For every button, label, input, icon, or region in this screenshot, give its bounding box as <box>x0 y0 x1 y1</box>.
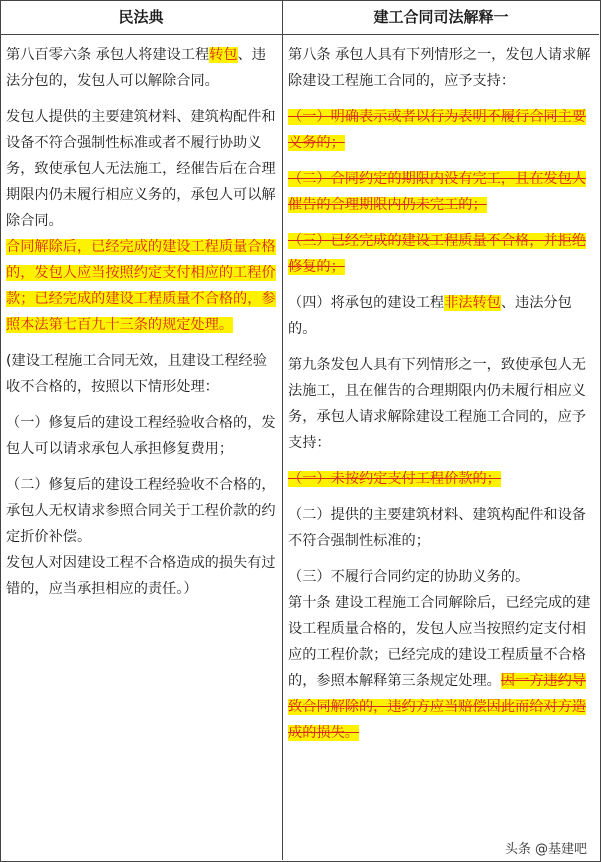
deleted-item-2 <box>288 166 596 218</box>
highlight-zhuanbao: 转包 <box>209 47 238 63</box>
column-divider <box>282 0 283 860</box>
interpretation-column <box>288 42 596 756</box>
invalid-contract-intro: (建设工程施工合同无效，且建设工程经验收不合格的，按照以下情形处理： <box>6 353 267 395</box>
article-10: 第十条 建设工程施工合同解除后，已经完成的建设工程质量合格的，发包人应当按照约定支付相应的工程价款；已经完成的建设工程质量不合格的，参照本解释第三条规定处理。因一方违约导致合同解除的，违约方应当赔偿因此而给对方造成的损失。 <box>288 595 591 741</box>
deleted-item-1 <box>288 104 596 156</box>
contractor-termination-paragraph: 发包人提供的主要建筑材料、建筑构配件和设备不符合强制性标准或者不履行协助义务，致使承包人无法施工，经催告后在合理期限内仍未履行相应义务的，承包人可以解除合同。 <box>6 109 276 229</box>
post-termination-paragraph <box>6 234 278 338</box>
struck-text: （三）已经完成的建设工程质量不合格，并拒绝修复的； <box>288 233 586 275</box>
struck-text: （一）明确表示或者以行为表明不履行合同主要义务的； <box>288 109 586 151</box>
struck-text: （一）未按约定支付工程价款的； <box>288 471 501 487</box>
case-one: （一）修复后的建设工程经验收合格的，发包人可以请求承包人承担修复费用； <box>6 415 276 457</box>
fault-liability: 发包人对因建设工程不合格造成的损失有过错的，应当承担相应的责任。） <box>6 555 276 597</box>
deleted-item-9-1 <box>288 466 596 492</box>
item-9-2: （二）提供的主要建筑材料、建筑构配件和设备不符合强制性标准的； <box>288 507 586 549</box>
struck-text: 因一方违约导致合同解除的，违约方应当赔偿因此而给对方造成的损失。 <box>288 673 586 741</box>
civil-code-column <box>6 42 278 612</box>
header-civil-code: 民法典 <box>118 8 164 26</box>
article-8: 第八条 承包人具有下列情形之一，发包人请求解除建设工程施工合同的，应予支持： <box>288 47 591 89</box>
highlight-illegal-subcontract: 非法转包 <box>444 295 501 311</box>
item-9-3: （三）不履行合同约定的协助义务的。 <box>288 569 530 585</box>
struck-text: （二）合同约定的期限内没有完工，且在发包人催告的合理期限内仍未完工的； <box>288 171 586 213</box>
header-divider <box>0 34 599 35</box>
highlighted-red-text: 合同解除后，已经完成的建设工程质量合格的，发包人应当按照约定支付相应的工程价款；已经完成的建设工程质量不合格的，参照本法第七百九十三条的规定处理。 <box>6 239 276 333</box>
watermark: 头条 @基建吧 <box>501 837 591 858</box>
deleted-item-3 <box>288 228 596 280</box>
item-4: （四）将承包的建设工程非法转包、违法分包的。 <box>288 295 572 337</box>
case-two: （二）修复后的建设工程经验收不合格的，承包人无权请求参照合同关于工程价款的约定折价补偿。 <box>6 477 276 545</box>
article-9: 第九条发包人具有下列情形之一，致使承包人无法施工，且在催告的合理期限内仍未履行相应义务，承包人请求解除建设工程施工合同的，应予支持： <box>288 357 586 451</box>
header-judicial-interpretation: 建工合同司法解释一 <box>373 8 509 26</box>
article-806: 第八百零六条 承包人将建设工程转包、违法分包的，发包人可以解除合同。 <box>6 47 266 89</box>
